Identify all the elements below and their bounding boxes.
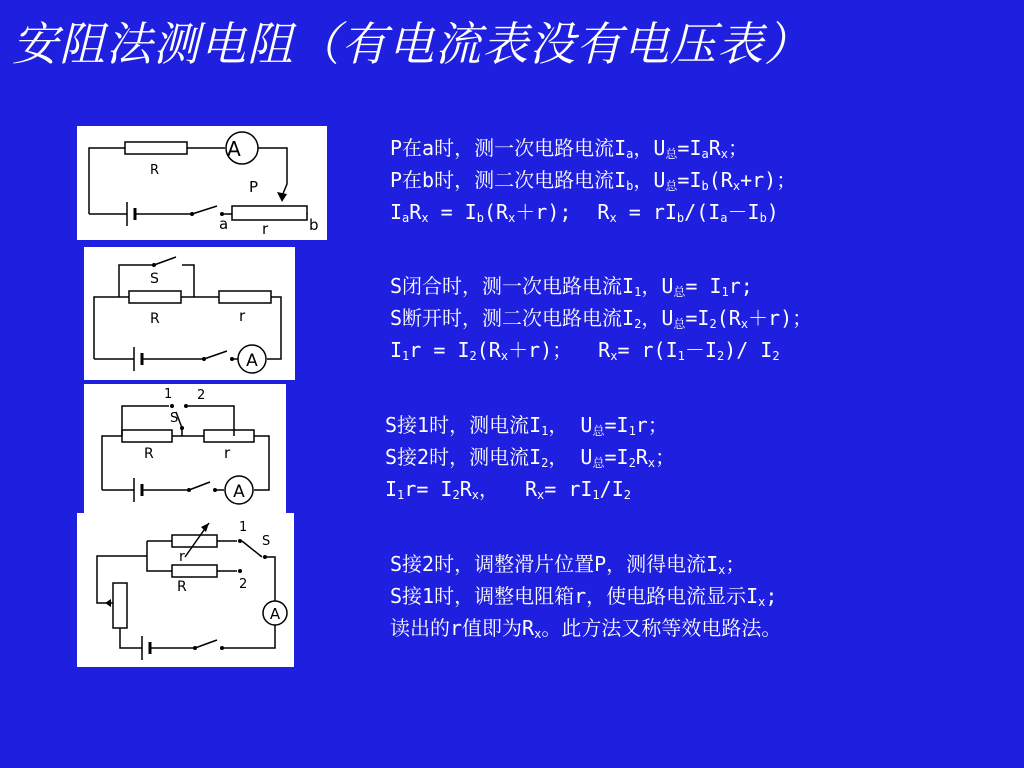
subscript: x xyxy=(471,488,479,502)
switch xyxy=(192,206,217,214)
subscript: 总 xyxy=(592,424,605,438)
switch-pin xyxy=(190,212,194,216)
method-3-text xyxy=(385,409,675,505)
contact-1 xyxy=(238,539,242,543)
formula-text: －I xyxy=(727,200,760,224)
wire xyxy=(102,436,122,490)
formula-text: (R xyxy=(483,200,509,224)
subscript: 总 xyxy=(673,285,686,299)
subscript: a xyxy=(720,211,728,225)
subscript: a xyxy=(402,211,410,225)
subscript: 2 xyxy=(623,488,631,502)
circuit-4-svg xyxy=(77,513,294,667)
switch-pin xyxy=(213,488,217,492)
switch-pin xyxy=(187,488,191,492)
formula-text: =I xyxy=(677,136,702,160)
resistor-R xyxy=(122,430,172,442)
label-R: R xyxy=(150,311,160,327)
subscript: x xyxy=(610,349,618,363)
formula-line xyxy=(385,409,675,441)
label-R: R xyxy=(150,163,160,178)
subscript: x xyxy=(609,211,617,225)
wire xyxy=(94,297,129,359)
subscript: 总 xyxy=(665,179,678,193)
resistor-R xyxy=(125,142,187,154)
formula-text: (R xyxy=(476,338,501,362)
subscript: 2 xyxy=(628,456,636,470)
switch-pin xyxy=(202,357,206,361)
label-a: a xyxy=(219,215,229,233)
ammeter-label: A xyxy=(269,605,281,623)
subscript: x xyxy=(758,595,766,609)
circuit-2-svg xyxy=(84,247,295,380)
wire xyxy=(232,625,275,648)
subscript: b xyxy=(701,179,709,193)
circuit-1-svg xyxy=(77,126,327,240)
method-1-text xyxy=(390,132,796,228)
contact-2 xyxy=(184,404,188,408)
circuit-diagram-3 xyxy=(84,384,286,517)
formula-line xyxy=(390,580,781,612)
resistor-R xyxy=(129,291,181,303)
subscript: 总 xyxy=(592,456,605,470)
formula-text: ； xyxy=(728,136,749,160)
ammeter-label: A xyxy=(227,137,241,161)
ammeter-label: A xyxy=(233,482,245,502)
subscript: x xyxy=(740,317,749,331)
subscript: 1 xyxy=(397,488,405,502)
wire xyxy=(89,148,125,214)
contact-1 xyxy=(170,404,174,408)
formula-text: ＋r)； xyxy=(748,306,813,330)
formula-text: r； xyxy=(635,413,668,437)
resistance-box-r xyxy=(172,535,217,547)
subscript: 1 xyxy=(592,488,600,502)
formula-text: S接1时，测电流I xyxy=(385,413,542,437)
formula-text: 。此方法又称等效电路法。 xyxy=(541,616,782,640)
formula-text: ，U xyxy=(641,274,674,298)
wire-to-contact-2 xyxy=(188,406,234,436)
wire xyxy=(267,557,275,601)
subscript: b xyxy=(476,211,484,225)
label-b: b xyxy=(309,216,319,234)
subscript: 总 xyxy=(673,317,686,331)
formula-text: ， U xyxy=(548,445,593,469)
formula-text: =I xyxy=(677,168,702,192)
method-4-text xyxy=(390,548,781,644)
formula-text: ， xyxy=(478,477,499,501)
formula-text: R xyxy=(409,200,422,224)
subscript: a xyxy=(701,147,709,161)
formula-text: ，U xyxy=(641,306,674,330)
formula-text: ＋r); xyxy=(515,200,572,224)
wire-to-contact-1 xyxy=(122,406,169,436)
formula-text: r; xyxy=(728,274,753,298)
label-2: 2 xyxy=(197,388,206,403)
circuit-3-svg xyxy=(84,384,286,517)
circuit-diagram-4 xyxy=(77,513,294,667)
switch-pin xyxy=(230,357,234,361)
subscript: x xyxy=(732,179,741,193)
label-2: 2 xyxy=(239,577,248,592)
subscript: 总 xyxy=(665,147,678,161)
formula-line xyxy=(390,548,781,580)
subscript: 2 xyxy=(469,349,477,363)
formula-text: r= I xyxy=(404,477,453,501)
formula-text: /I xyxy=(599,477,624,501)
formula-text: /(I xyxy=(684,200,721,224)
subscript: 2 xyxy=(634,317,642,331)
label-R: R xyxy=(144,446,154,462)
formula-line xyxy=(385,473,675,505)
label-P: P xyxy=(249,178,259,196)
resistor-R xyxy=(172,565,217,577)
formula-text: (R xyxy=(716,306,741,330)
formula-text: = rI xyxy=(544,477,593,501)
switch-pivot xyxy=(180,426,184,430)
subscript: 1 xyxy=(541,424,549,438)
label-S: S xyxy=(262,534,271,549)
switch xyxy=(195,640,217,648)
formula-text: S接2时，调整滑片位置P，测得电流I xyxy=(390,552,719,576)
subscript: b xyxy=(676,211,685,225)
formula-text: R xyxy=(598,338,611,362)
wire xyxy=(182,265,194,297)
formula-line xyxy=(390,334,812,366)
formula-text: = I xyxy=(685,274,722,298)
wire xyxy=(147,541,172,571)
label-R: R xyxy=(177,579,187,595)
wire xyxy=(258,148,287,196)
subscript: x xyxy=(508,211,516,225)
formula-text: I xyxy=(390,338,403,362)
formula-text: ； xyxy=(725,552,746,576)
formula-text: ； xyxy=(655,445,676,469)
switch-S xyxy=(154,257,176,265)
subscript: 1 xyxy=(634,285,642,299)
formula-line xyxy=(390,164,796,196)
subscript: b xyxy=(759,211,767,225)
switch-pin xyxy=(220,646,224,650)
formula-text: 读出的r值即为R xyxy=(390,616,535,640)
switch xyxy=(204,351,227,359)
formula-text: ; xyxy=(765,584,778,608)
slider-arrow xyxy=(277,192,287,202)
wire xyxy=(267,297,281,359)
label-r: r xyxy=(179,549,185,565)
formula-text: R xyxy=(597,200,610,224)
rheostat-r xyxy=(232,206,307,220)
formula-line xyxy=(390,302,812,334)
subscript: a xyxy=(626,147,634,161)
switch-pivot xyxy=(263,555,267,559)
subscript: x xyxy=(718,563,726,577)
formula-text: = rI xyxy=(616,200,677,224)
subscript: 1 xyxy=(402,349,410,363)
formula-text: P在b时，测二次电路电流I xyxy=(390,168,627,192)
formula-line xyxy=(390,612,781,644)
contact-2 xyxy=(238,569,242,573)
formula-text: =I xyxy=(604,445,629,469)
slider-arrow xyxy=(105,599,111,607)
subscript: x xyxy=(720,147,729,161)
switch-pin xyxy=(152,263,156,267)
formula-line xyxy=(385,441,675,473)
formula-text: I xyxy=(385,477,398,501)
formula-text: S闭合时，测一次电路电流I xyxy=(390,274,635,298)
resistor-r xyxy=(204,430,254,442)
formula-line xyxy=(390,196,796,228)
label-r: r xyxy=(262,220,269,238)
switch-pin xyxy=(193,646,197,650)
subscript: 2 xyxy=(709,317,717,331)
formula-text: S断开时，测二次电路电流I xyxy=(390,306,635,330)
label-1: 1 xyxy=(239,520,248,535)
formula-text: ) xyxy=(766,200,779,224)
circuit-diagram-1 xyxy=(77,126,327,240)
variable-arrowhead xyxy=(201,523,209,532)
subscript: 2 xyxy=(772,349,780,363)
formula-text: R xyxy=(459,477,472,501)
formula-text: =I xyxy=(685,306,710,330)
subscript: 1 xyxy=(677,349,685,363)
formula-line xyxy=(390,132,796,164)
rheostat xyxy=(113,583,127,628)
wire xyxy=(97,556,147,603)
wire xyxy=(119,265,154,297)
formula-text: P在a时，测一次电路电流I xyxy=(390,136,627,160)
label-r: r xyxy=(239,307,246,325)
label-S: S xyxy=(150,271,159,287)
label-S: S xyxy=(170,411,179,426)
slide-title: 安阻法测电阻（有电流表没有电压表） xyxy=(12,17,811,71)
subscript: x xyxy=(647,456,656,470)
formula-text: S接1时，调整电阻箱r，使电路电流显示I xyxy=(390,584,759,608)
subscript: x xyxy=(534,627,542,641)
method-2-text xyxy=(390,270,812,366)
formula-text: R xyxy=(524,477,538,501)
circuit-diagram-2 xyxy=(84,247,295,380)
subscript: 2 xyxy=(716,349,725,363)
subscript: 2 xyxy=(541,456,549,470)
switch xyxy=(189,482,210,490)
formula-text: －I xyxy=(684,338,717,362)
switch-S xyxy=(242,541,262,557)
ammeter-label: A xyxy=(246,351,258,371)
wire xyxy=(120,628,142,648)
formula-text: I xyxy=(390,200,403,224)
formula-text: =I xyxy=(604,413,629,437)
subscript: b xyxy=(626,179,634,193)
formula-text: = r(I xyxy=(617,338,678,362)
label-1: 1 xyxy=(164,387,173,402)
formula-text: ， U xyxy=(548,413,593,437)
formula-text: ，U xyxy=(633,168,666,192)
subscript: x xyxy=(500,349,509,363)
formula-text: (R xyxy=(708,168,733,192)
subscript: x xyxy=(421,211,429,225)
resistor-r xyxy=(219,291,271,303)
formula-text: R xyxy=(635,445,648,469)
subscript: 1 xyxy=(721,285,729,299)
subscript: 2 xyxy=(452,488,460,502)
formula-text: = I xyxy=(428,200,477,224)
formula-text: S接2时，测电流I xyxy=(385,445,542,469)
subscript: x xyxy=(537,488,545,502)
wire xyxy=(254,436,269,490)
formula-text: r = I xyxy=(409,338,470,362)
formula-text: ＋r)； xyxy=(508,338,573,362)
label-r: r xyxy=(224,444,231,462)
formula-text: R xyxy=(708,136,721,160)
formula-text: +r)； xyxy=(740,168,797,192)
formula-line xyxy=(390,270,812,302)
formula-text: ，U xyxy=(633,136,666,160)
subscript: 1 xyxy=(628,424,636,438)
formula-text: )/ I xyxy=(724,338,773,362)
